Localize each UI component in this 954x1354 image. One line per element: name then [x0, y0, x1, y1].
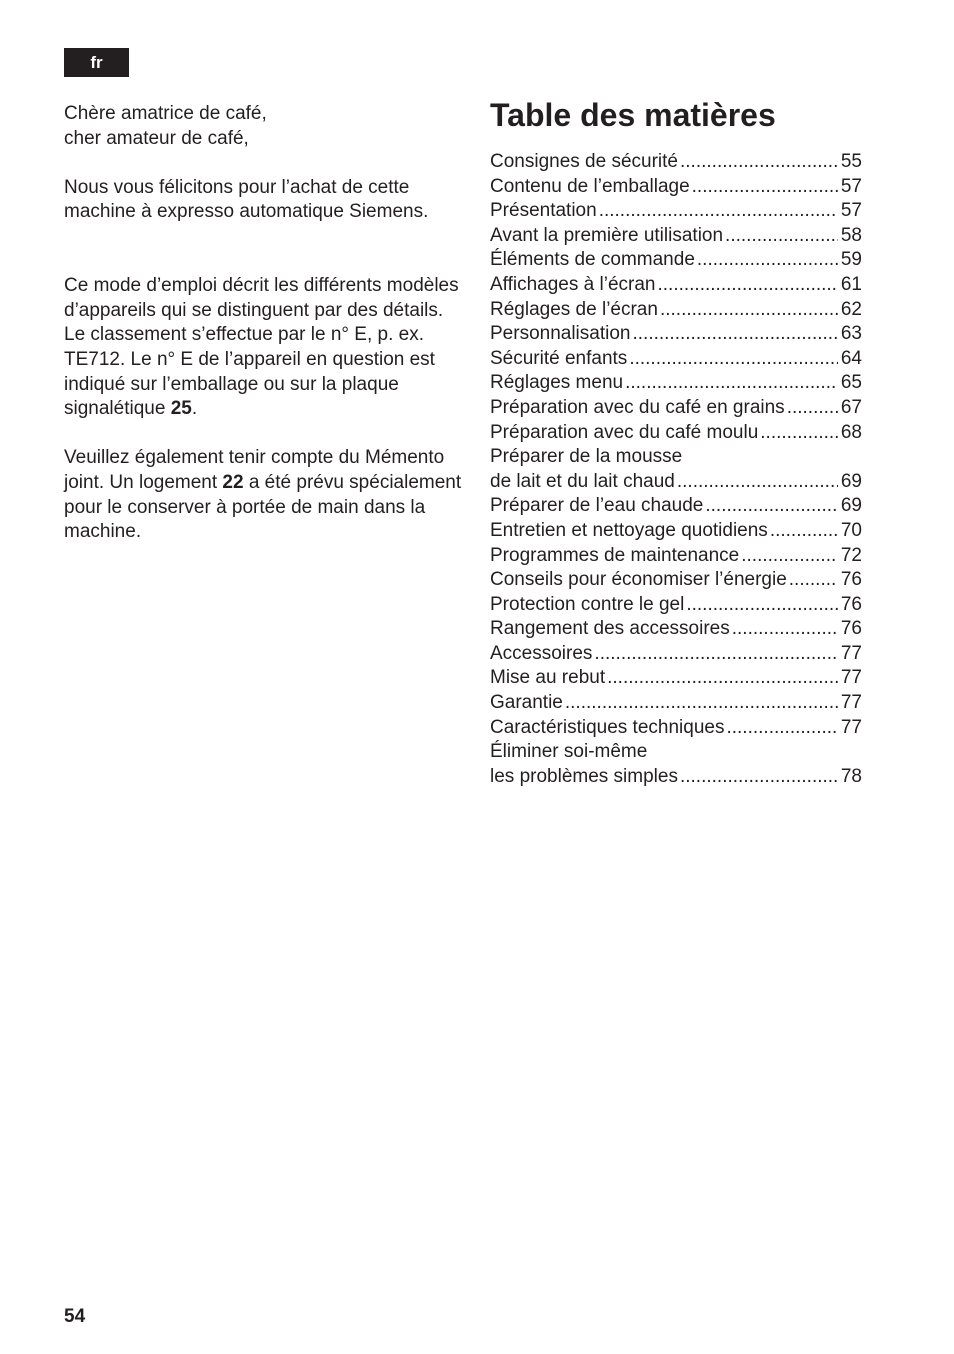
toc-entry	[490, 396, 862, 421]
toc-leader-dots	[692, 175, 838, 200]
language-tab: fr	[64, 48, 129, 77]
toc-entry-label: Personnalisation	[490, 323, 631, 345]
toc-leader-dots	[732, 617, 838, 642]
toc-entry-label: Avant la première utilisation	[490, 224, 724, 246]
toc-entry-page: 70	[840, 519, 862, 541]
toc-entry-label: Affichages à l’écran	[490, 273, 656, 295]
classification-paragraph	[64, 323, 464, 421]
intro-text	[64, 102, 464, 545]
toc-leader-dots	[705, 494, 838, 519]
toc-entry-page: 76	[840, 593, 862, 615]
toc-entry	[490, 740, 862, 789]
greeting-line-1: Chère amatrice de café,	[64, 103, 267, 124]
toc-entry-label: Contenu de l’emballage	[490, 175, 690, 197]
congratulations-paragraph: Nous vous félicitons pour l’achat de cette machine à expresso automatique Siemens.	[64, 176, 429, 223]
toc-leader-dots	[726, 716, 838, 741]
toc-entry	[490, 273, 862, 298]
toc-entry	[490, 593, 862, 618]
toc-entry	[490, 544, 862, 569]
toc-entry	[490, 716, 862, 741]
toc-entry-label: Entretien et nettoyage quotidiens	[490, 519, 768, 541]
toc-leader-dots	[657, 273, 838, 298]
toc-entry-page: 63	[840, 323, 862, 345]
table-of-contents	[490, 150, 862, 789]
toc-leader-dots	[565, 691, 838, 716]
toc-entry-page: 62	[840, 298, 862, 320]
toc-entry-page: 77	[840, 692, 862, 714]
toc-entry	[490, 224, 862, 249]
toc-entry	[490, 617, 862, 642]
models-paragraph: Ce mode d’emploi décrit les différents modèles d’appareils qui se distinguent par des détails.	[64, 275, 459, 321]
toc-entry-page: 77	[840, 716, 862, 738]
greeting-line-2: cher amateur de café,	[64, 127, 249, 149]
toc-entry-page: 69	[840, 495, 862, 517]
toc-entry	[490, 519, 862, 544]
toc-entry-page: 78	[840, 765, 862, 787]
classification-text: Le classement s’effectue par le n° E, p. ex. TE712. Le n° E de l’appareil en question est indiqué sur l’emballage ou sur la plaque signalétique	[64, 324, 435, 420]
toc-leader-dots	[697, 248, 838, 273]
toc-leader-dots	[741, 544, 838, 569]
toc-leader-dots	[680, 765, 838, 790]
toc-entry-label: Programmes de maintenance	[490, 544, 740, 566]
toc-leader-dots	[760, 421, 838, 446]
toc-leader-dots	[789, 568, 838, 593]
toc-entry	[490, 371, 862, 396]
classification-end: .	[191, 398, 198, 420]
toc-entry	[490, 175, 862, 200]
toc-entry	[490, 322, 862, 347]
toc-entry-page: 68	[840, 421, 862, 443]
toc-leader-dots	[677, 470, 838, 495]
toc-title: Table des matières	[490, 97, 776, 133]
toc-entry	[490, 494, 862, 519]
toc-entry	[490, 666, 862, 691]
toc-entry-label: Mise au rebut	[490, 667, 606, 689]
memento-paragraph	[64, 446, 464, 544]
toc-entry-label: Réglages menu	[490, 372, 624, 394]
toc-entry-label: Préparation avec du café en grains	[490, 396, 785, 418]
toc-entry-page: 77	[840, 642, 862, 664]
toc-leader-dots	[680, 150, 838, 175]
toc-leader-dots	[599, 199, 838, 224]
toc-entry-label: Sécurité enfants	[490, 347, 628, 369]
toc-entry	[490, 248, 862, 273]
toc-entry	[490, 568, 862, 593]
rating-plate-ref: 25	[170, 398, 192, 420]
toc-entry	[490, 642, 862, 667]
toc-entry	[490, 445, 862, 494]
toc-entry-page: 69	[840, 470, 862, 492]
toc-entry	[490, 691, 862, 716]
toc-entry-label: Préparer de l’eau chaude	[490, 495, 704, 517]
storage-slot-ref: 22	[222, 471, 244, 493]
toc-entry-label: de lait et du lait chaud	[490, 470, 675, 492]
toc-entry-label: Rangement des accessoires	[490, 618, 730, 640]
toc-entry-page: 72	[840, 544, 862, 566]
toc-entry-page: 59	[840, 249, 862, 271]
toc-entry-page: 76	[840, 618, 862, 640]
toc-entry-label: Consignes de sécurité	[490, 151, 678, 172]
toc-leader-dots	[787, 396, 838, 421]
toc-entry-label: Conseils pour économiser l’énergie	[490, 569, 787, 591]
toc-leader-dots	[629, 347, 838, 372]
toc-leader-dots	[660, 298, 838, 323]
toc-entry-label: Présentation	[490, 200, 597, 222]
page-number: 54	[64, 1306, 86, 1327]
toc-entry	[490, 347, 862, 372]
memento-text: Veuillez également tenir compte du Mémento joint. Un logement	[64, 447, 445, 493]
toc-entry-label: Réglages de l’écran	[490, 298, 658, 320]
toc-entry-page: 55	[840, 151, 862, 172]
toc-leader-dots	[607, 666, 838, 691]
toc-entry-label-first-line: Éliminer soi-même	[490, 741, 648, 763]
toc-leader-dots	[725, 224, 838, 249]
toc-entry	[490, 150, 862, 175]
toc-leader-dots	[686, 593, 838, 618]
toc-entry-label: les problèmes simples	[490, 765, 678, 787]
toc-entry-label: Garantie	[490, 692, 563, 714]
toc-entry-page: 57	[840, 175, 862, 197]
memento-end: a été prévu spécialement pour le conserver à portée de main dans la machine.	[64, 471, 462, 543]
toc-entry-label: Préparation avec du café moulu	[490, 421, 759, 443]
toc-leader-dots	[770, 519, 838, 544]
toc-entry-page: 64	[840, 347, 862, 369]
toc-entry-label: Caractéristiques techniques	[490, 716, 725, 738]
toc-leader-dots	[632, 322, 838, 347]
toc-entry-label-first-line: Préparer de la mousse	[490, 446, 683, 468]
toc-entry-page: 67	[840, 396, 862, 418]
toc-entry	[490, 421, 862, 446]
toc-entry-page: 77	[840, 667, 862, 689]
toc-entry-label: Protection contre le gel	[490, 593, 685, 615]
toc-entry-page: 58	[840, 224, 862, 246]
toc-entry-page: 76	[840, 569, 862, 591]
toc-leader-dots	[625, 371, 838, 396]
toc-entry-label: Éléments de commande	[490, 249, 695, 271]
toc-leader-dots	[594, 642, 838, 667]
toc-entry-page: 65	[840, 372, 862, 394]
toc-entry	[490, 298, 862, 323]
toc-entry-label: Accessoires	[490, 642, 593, 664]
toc-entry-page: 61	[840, 273, 862, 295]
toc-entry-page: 57	[840, 200, 862, 222]
toc-entry	[490, 199, 862, 224]
